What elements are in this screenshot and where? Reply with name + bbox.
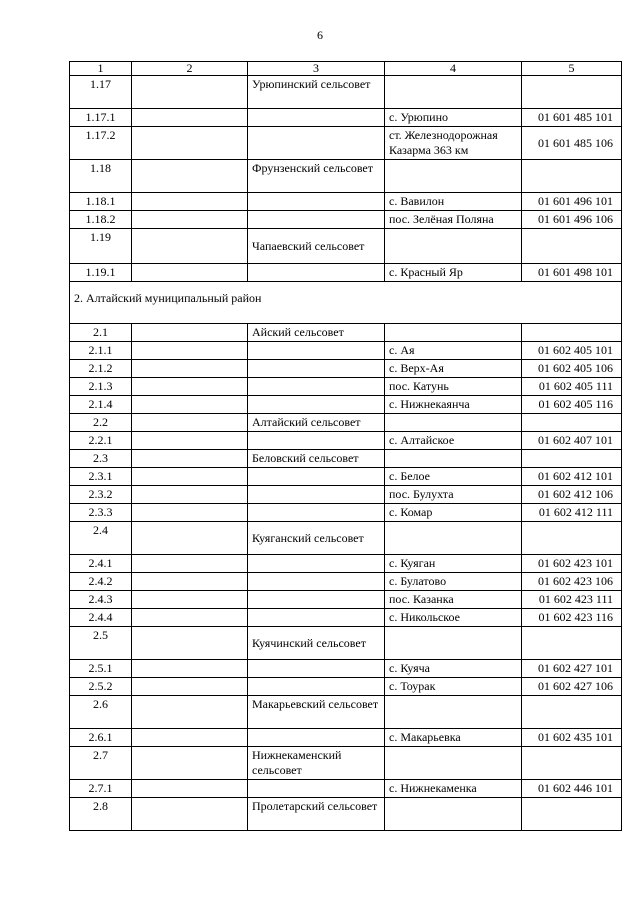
council-name: Куячинский сельсовет (248, 627, 385, 660)
council-name: Фрунзенский сельсовет (248, 160, 385, 193)
council-name: Макарьевский сельсовет (248, 696, 385, 729)
settlement-name: с. Комар (385, 504, 522, 522)
okato-code: 01 602 423 111 (522, 591, 622, 609)
settlement-name: пос. Булухта (385, 486, 522, 504)
council-row (70, 627, 622, 660)
settlement-row (70, 660, 622, 678)
empty-cell (248, 432, 385, 450)
settlement-name: с. Булатово (385, 573, 522, 591)
settlement-row (70, 780, 622, 798)
empty-cell (132, 193, 248, 211)
empty-cell (248, 591, 385, 609)
empty-cell (248, 468, 385, 486)
row-number: 2.2.1 (70, 432, 132, 450)
row-number: 2.3.3 (70, 504, 132, 522)
settlement-row (70, 609, 622, 627)
settlement-name: с. Верх-Ая (385, 360, 522, 378)
settlement-name: пос. Катунь (385, 378, 522, 396)
row-number: 2.5.1 (70, 660, 132, 678)
row-number: 2.7.1 (70, 780, 132, 798)
empty-cell (248, 264, 385, 282)
empty-cell (522, 229, 622, 264)
settlement-name: с. Алтайское (385, 432, 522, 450)
settlement-row (70, 504, 622, 522)
empty-cell (385, 798, 522, 831)
council-row (70, 324, 622, 342)
okato-code: 01 602 412 111 (522, 504, 622, 522)
council-row (70, 160, 622, 193)
empty-cell (385, 76, 522, 109)
empty-cell (132, 609, 248, 627)
column-header: 5 (522, 62, 622, 76)
settlement-name: с. Куяча (385, 660, 522, 678)
council-row (70, 414, 622, 432)
empty-cell (132, 160, 248, 193)
empty-cell (132, 450, 248, 468)
row-number: 1.17.1 (70, 109, 132, 127)
settlement-row (70, 729, 622, 747)
council-row (70, 798, 622, 831)
row-number: 1.19.1 (70, 264, 132, 282)
empty-cell (132, 468, 248, 486)
empty-cell (132, 678, 248, 696)
empty-cell (385, 627, 522, 660)
empty-cell (248, 609, 385, 627)
settlement-name: с. Красный Яр (385, 264, 522, 282)
okato-code: 01 602 423 116 (522, 609, 622, 627)
settlement-row (70, 573, 622, 591)
empty-cell (132, 211, 248, 229)
empty-cell (522, 522, 622, 555)
okato-code: 01 602 427 101 (522, 660, 622, 678)
settlement-row (70, 264, 622, 282)
okato-code: 01 602 412 106 (522, 486, 622, 504)
empty-cell (132, 798, 248, 831)
okato-code: 01 602 427 106 (522, 678, 622, 696)
row-number: 1.19 (70, 229, 132, 264)
okato-code: 01 601 485 101 (522, 109, 622, 127)
empty-cell (522, 696, 622, 729)
empty-cell (132, 360, 248, 378)
empty-cell (248, 729, 385, 747)
empty-cell (132, 522, 248, 555)
empty-cell (522, 798, 622, 831)
row-number: 2.3.2 (70, 486, 132, 504)
empty-cell (132, 432, 248, 450)
settlement-name: с. Тоурак (385, 678, 522, 696)
empty-cell (248, 211, 385, 229)
okato-code: 01 602 405 116 (522, 396, 622, 414)
okato-code: 01 602 405 101 (522, 342, 622, 360)
table-header-row (70, 62, 622, 76)
row-number: 2.4.2 (70, 573, 132, 591)
empty-cell (132, 127, 248, 160)
settlement-row (70, 486, 622, 504)
empty-cell (522, 160, 622, 193)
empty-cell (522, 450, 622, 468)
empty-cell (132, 76, 248, 109)
council-name: Чапаевский сельсовет (248, 229, 385, 264)
empty-cell (132, 486, 248, 504)
empty-cell (248, 486, 385, 504)
settlements-table (69, 61, 622, 831)
empty-cell (132, 342, 248, 360)
okato-code: 01 602 446 101 (522, 780, 622, 798)
settlement-row (70, 211, 622, 229)
column-header: 3 (248, 62, 385, 76)
empty-cell (522, 76, 622, 109)
row-number: 2.4 (70, 522, 132, 555)
empty-cell (248, 573, 385, 591)
empty-cell (522, 414, 622, 432)
settlement-name: с. Урюпино (385, 109, 522, 127)
settlement-row (70, 193, 622, 211)
empty-cell (132, 555, 248, 573)
empty-cell (132, 396, 248, 414)
empty-cell (132, 696, 248, 729)
column-header: 4 (385, 62, 522, 76)
empty-cell (132, 264, 248, 282)
settlement-name: с. Макарьевка (385, 729, 522, 747)
row-number: 2.1 (70, 324, 132, 342)
okato-code: 01 601 496 101 (522, 193, 622, 211)
council-name: Алтайский сельсовет (248, 414, 385, 432)
empty-cell (132, 729, 248, 747)
okato-code: 01 602 412 101 (522, 468, 622, 486)
settlement-name: с. Нижнекаменка (385, 780, 522, 798)
empty-cell (385, 324, 522, 342)
empty-cell (248, 678, 385, 696)
settlement-name: ст. Железнодорожная Казарма 363 км (385, 127, 522, 160)
settlement-name: пос. Зелёная Поляна (385, 211, 522, 229)
empty-cell (385, 229, 522, 264)
okato-code: 01 601 496 106 (522, 211, 622, 229)
empty-cell (132, 414, 248, 432)
settlement-name: с. Вавилон (385, 193, 522, 211)
empty-cell (385, 696, 522, 729)
empty-cell (132, 780, 248, 798)
settlement-row (70, 591, 622, 609)
column-header: 2 (132, 62, 248, 76)
okato-code: 01 601 485 106 (522, 127, 622, 160)
settlement-name: с. Ая (385, 342, 522, 360)
empty-cell (248, 193, 385, 211)
row-number: 2.3.1 (70, 468, 132, 486)
empty-cell (248, 127, 385, 160)
settlement-name: с. Никольское (385, 609, 522, 627)
empty-cell (385, 522, 522, 555)
row-number: 2.2 (70, 414, 132, 432)
empty-cell (248, 342, 385, 360)
row-number: 1.18.1 (70, 193, 132, 211)
okato-code: 01 602 423 101 (522, 555, 622, 573)
row-number: 2.1.3 (70, 378, 132, 396)
row-number: 2.6 (70, 696, 132, 729)
row-number: 2.5 (70, 627, 132, 660)
empty-cell (132, 229, 248, 264)
settlement-name: с. Куяган (385, 555, 522, 573)
council-name: Беловский сельсовет (248, 450, 385, 468)
column-header: 1 (70, 62, 132, 76)
council-name: Нижнекаменский сельсовет (248, 747, 385, 780)
empty-cell (132, 591, 248, 609)
empty-cell (132, 660, 248, 678)
empty-cell (132, 573, 248, 591)
empty-cell (248, 555, 385, 573)
row-number: 1.18 (70, 160, 132, 193)
council-row (70, 229, 622, 264)
settlement-row (70, 342, 622, 360)
empty-cell (132, 627, 248, 660)
empty-cell (522, 324, 622, 342)
settlement-row (70, 109, 622, 127)
row-number: 2.1.1 (70, 342, 132, 360)
okato-code: 01 602 435 101 (522, 729, 622, 747)
row-number: 2.1.4 (70, 396, 132, 414)
empty-cell (248, 780, 385, 798)
okato-code: 01 602 407 101 (522, 432, 622, 450)
settlement-row (70, 127, 622, 160)
settlement-name: с. Белое (385, 468, 522, 486)
empty-cell (248, 504, 385, 522)
council-row (70, 747, 622, 780)
settlement-row (70, 360, 622, 378)
empty-cell (522, 627, 622, 660)
settlement-row (70, 555, 622, 573)
empty-cell (385, 450, 522, 468)
row-number: 2.4.1 (70, 555, 132, 573)
empty-cell (248, 660, 385, 678)
empty-cell (132, 747, 248, 780)
okato-code: 01 601 498 101 (522, 264, 622, 282)
page-number: 6 (317, 28, 323, 42)
settlement-row (70, 678, 622, 696)
row-number: 2.8 (70, 798, 132, 831)
empty-cell (132, 504, 248, 522)
district-heading-row (70, 282, 622, 324)
council-row (70, 522, 622, 555)
district-heading: 2. Алтайский муниципальный район (70, 282, 622, 324)
council-name: Куяганский сельсовет (248, 522, 385, 555)
council-name: Урюпинский сельсовет (248, 76, 385, 109)
row-number: 2.7 (70, 747, 132, 780)
empty-cell (248, 109, 385, 127)
council-row (70, 76, 622, 109)
empty-cell (385, 747, 522, 780)
settlement-row (70, 432, 622, 450)
empty-cell (132, 324, 248, 342)
settlement-row (70, 468, 622, 486)
empty-cell (385, 414, 522, 432)
row-number: 2.3 (70, 450, 132, 468)
empty-cell (132, 378, 248, 396)
row-number: 2.4.4 (70, 609, 132, 627)
okato-code: 01 602 405 111 (522, 378, 622, 396)
council-row (70, 696, 622, 729)
settlement-name: пос. Казанка (385, 591, 522, 609)
settlement-row (70, 378, 622, 396)
settlement-name: с. Нижнекаянча (385, 396, 522, 414)
row-number: 1.18.2 (70, 211, 132, 229)
row-number: 1.17 (70, 76, 132, 109)
council-name: Айский сельсовет (248, 324, 385, 342)
row-number: 2.5.2 (70, 678, 132, 696)
council-name: Пролетарский сельсовет (248, 798, 385, 831)
okato-code: 01 602 405 106 (522, 360, 622, 378)
empty-cell (248, 396, 385, 414)
empty-cell (248, 360, 385, 378)
empty-cell (385, 160, 522, 193)
row-number: 1.17.2 (70, 127, 132, 160)
empty-cell (248, 378, 385, 396)
row-number: 2.6.1 (70, 729, 132, 747)
settlement-row (70, 396, 622, 414)
okato-code: 01 602 423 106 (522, 573, 622, 591)
row-number: 2.4.3 (70, 591, 132, 609)
empty-cell (522, 747, 622, 780)
empty-cell (132, 109, 248, 127)
row-number: 2.1.2 (70, 360, 132, 378)
council-row (70, 450, 622, 468)
